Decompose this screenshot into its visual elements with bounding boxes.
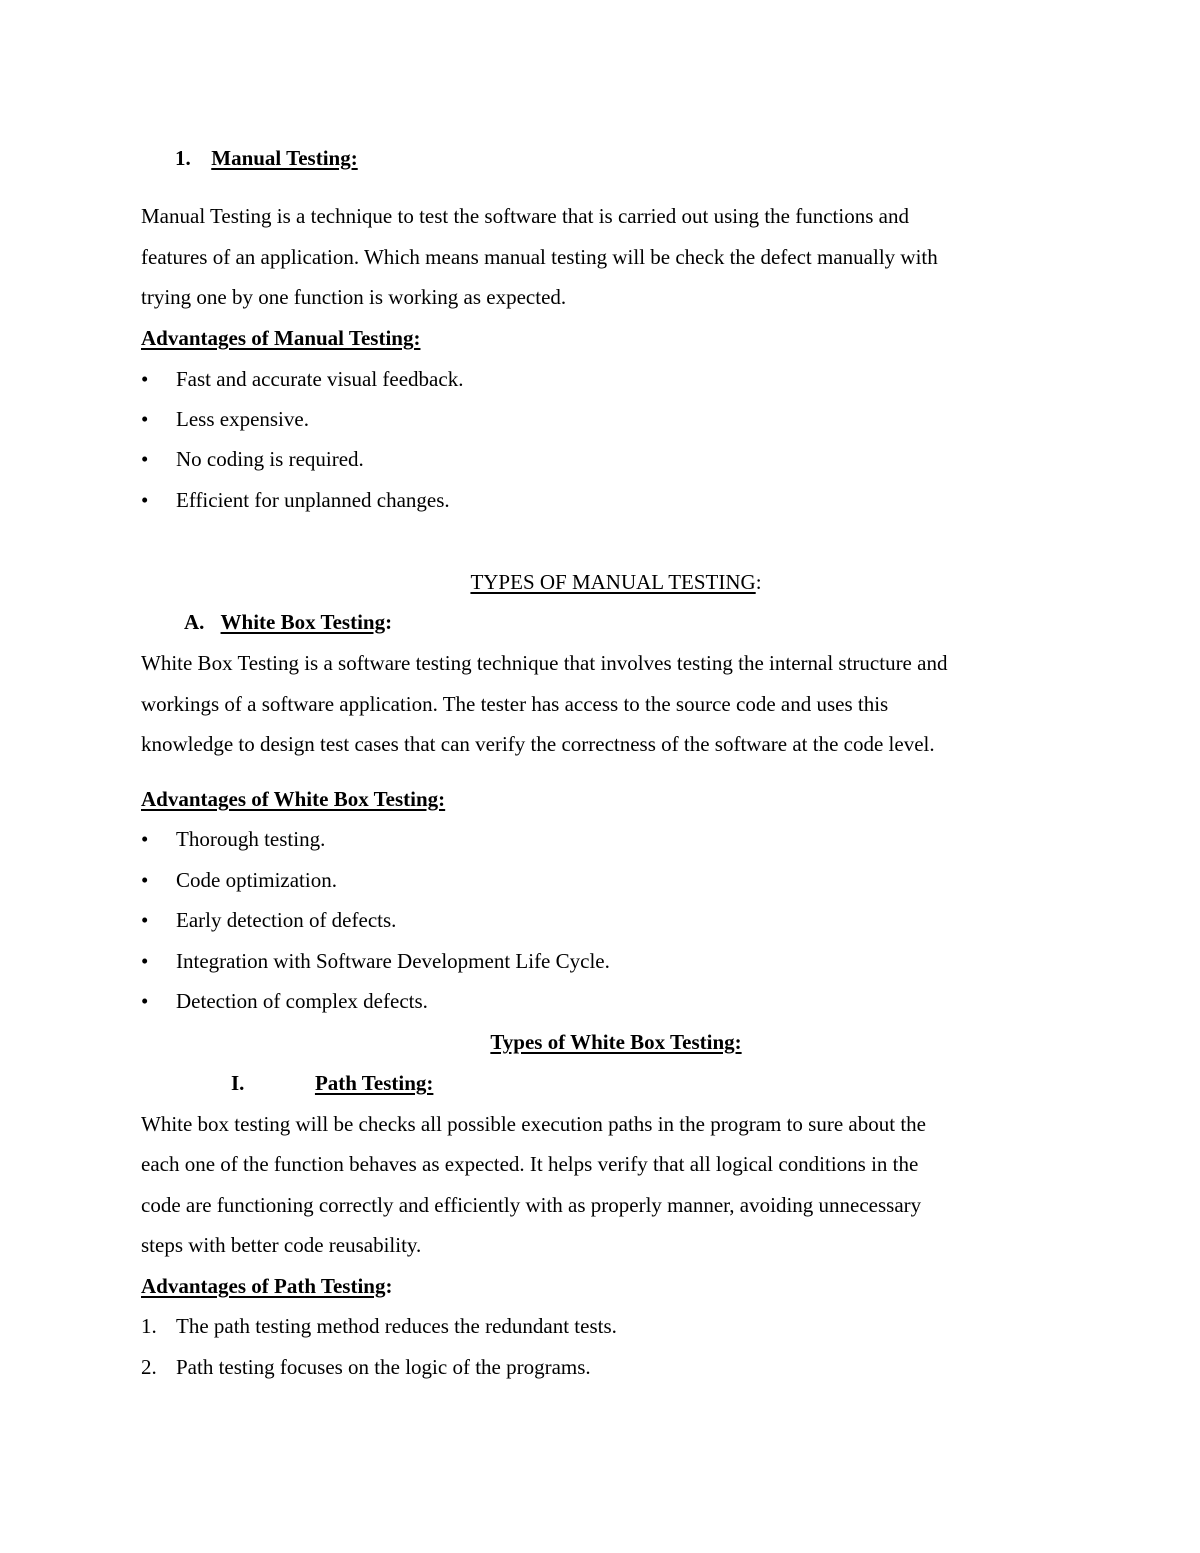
list-item-text: Thorough testing. xyxy=(176,827,326,851)
advantages-heading-text: Advantages of Path Testing xyxy=(141,1274,386,1298)
advantages-heading-colon: : xyxy=(385,1274,393,1298)
paragraph-line: features of an application. Which means manual testing will be check the defect manually with xyxy=(141,245,938,269)
list-item xyxy=(141,446,364,472)
paragraph-line: each one of the function behaves as expected. It helps verify that all logical conditions in the xyxy=(141,1152,919,1176)
paragraph-line: workings of a software application. The tester has access to the source code and uses this xyxy=(141,692,889,716)
paragraph-line: White box testing will be checks all possible execution paths in the program to sure about the xyxy=(141,1112,926,1136)
list-item-text: Path testing focuses on the logic of the programs. xyxy=(176,1355,591,1379)
list-item-text: No coding is required. xyxy=(176,447,364,471)
item-number: 2. xyxy=(141,1355,157,1379)
list-item xyxy=(141,948,610,974)
bullet-icon: • xyxy=(141,407,149,431)
subsection-heading-path-testing xyxy=(231,1070,433,1096)
list-item xyxy=(141,366,463,392)
list-item xyxy=(141,826,325,852)
numbered-item xyxy=(141,1354,591,1380)
section-number: 1. xyxy=(175,146,191,170)
bullet-icon: • xyxy=(141,488,149,512)
item-number: 1. xyxy=(141,1314,157,1338)
list-item-text: Code optimization. xyxy=(176,868,337,892)
list-item-text: The path testing method reduces the redundant tests. xyxy=(176,1314,617,1338)
paragraph-line: code are functioning correctly and efficiently with as properly manner, avoiding unnecessary xyxy=(141,1193,922,1217)
bullet-icon: • xyxy=(141,908,149,932)
section-heading-manual-testing xyxy=(175,145,358,171)
subsection-numeral: I. xyxy=(231,1071,245,1095)
subsection-heading-white-box xyxy=(184,609,392,635)
list-item xyxy=(141,867,337,893)
list-item xyxy=(141,406,309,432)
bullet-icon: • xyxy=(141,989,149,1013)
advantages-heading: Advantages of Manual Testing: xyxy=(141,326,421,350)
list-item xyxy=(141,988,428,1014)
bullet-icon: • xyxy=(141,827,149,851)
list-item-text: Less expensive. xyxy=(176,407,309,431)
section-title: Manual Testing: xyxy=(211,146,358,170)
paragraph-line: knowledge to design test cases that can verify the correctness of the software at the code level. xyxy=(141,732,935,756)
list-item-text: Early detection of defects. xyxy=(176,908,397,932)
paragraph-line: trying one by one function is working as expected. xyxy=(141,285,567,309)
paragraph-line: Manual Testing is a technique to test the software that is carried out using the functions and xyxy=(141,204,909,228)
bullet-icon: • xyxy=(141,949,149,973)
list-item-text: Detection of complex defects. xyxy=(176,989,428,1013)
list-item-text: Fast and accurate visual feedback. xyxy=(176,367,464,391)
list-item-text: Efficient for unplanned changes. xyxy=(176,488,450,512)
types-white-box-heading: Types of White Box Testing: xyxy=(490,1030,742,1054)
list-item xyxy=(141,487,450,513)
advantages-heading xyxy=(141,1273,392,1299)
list-item-text: Integration with Software Development Life Cycle. xyxy=(176,949,610,973)
subsection-colon: : xyxy=(385,610,393,634)
subsection-letter: A. xyxy=(184,610,205,634)
bullet-icon: • xyxy=(141,447,149,471)
bullet-icon: • xyxy=(141,367,149,391)
subsection-title: White Box Testing xyxy=(220,610,386,634)
types-heading-colon: : xyxy=(755,570,762,594)
list-item xyxy=(141,907,396,933)
numbered-item xyxy=(141,1313,617,1339)
types-heading xyxy=(0,569,1200,595)
advantages-heading: Advantages of White Box Testing: xyxy=(141,787,446,811)
subsection-title: Path Testing: xyxy=(314,1071,434,1095)
paragraph-line: steps with better code reusability. xyxy=(141,1233,422,1257)
paragraph-line: White Box Testing is a software testing technique that involves testing the internal structure and xyxy=(141,651,948,675)
bullet-icon: • xyxy=(141,868,149,892)
types-heading-text: TYPES OF MANUAL TESTING xyxy=(470,570,756,594)
